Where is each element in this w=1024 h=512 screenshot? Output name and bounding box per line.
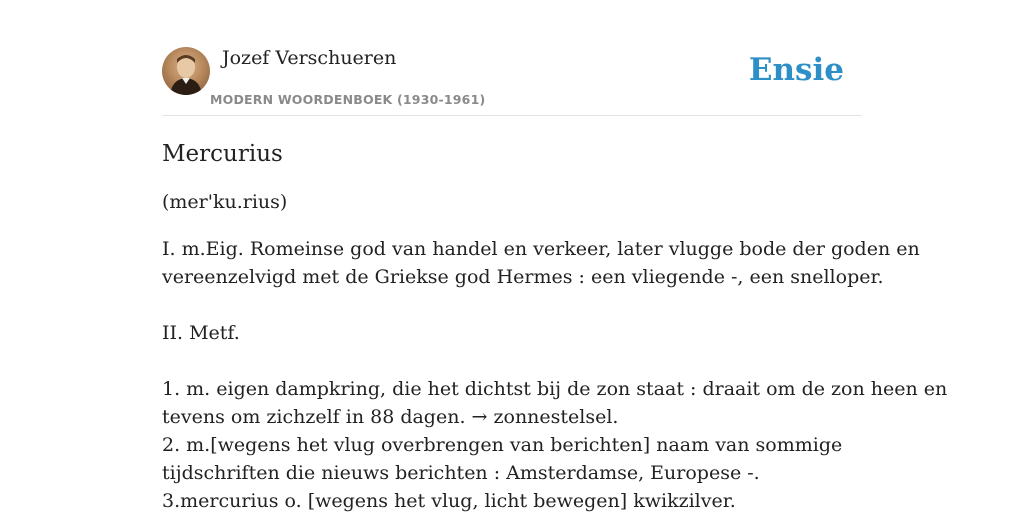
definition-line: 3.mercurius o. [wegens het vlug, licht bewegen] kwikzilver.: [162, 490, 736, 512]
author-avatar[interactable]: [162, 47, 210, 95]
entry-title: Mercurius: [162, 141, 283, 167]
definition-line: 1. m. eigen dampkring, die het dichtst bij de zon staat : draait om de zon heen en: [162, 378, 948, 400]
entry-content: [162, 138, 948, 512]
entry-header: [162, 44, 862, 116]
portrait-icon: [162, 47, 210, 95]
definition-line: II. Metf.: [162, 322, 240, 344]
definition-line: vereenzelvigd met de Griekse god Hermes : een vliegende -, een snelloper.: [162, 266, 884, 288]
blank-line: [162, 347, 862, 375]
definition-text: [162, 235, 948, 512]
definition-line: tijdschriften die nieuws berichten : Amsterdamse, Europese -.: [162, 462, 760, 484]
definition-line: 2. m.[wegens het vlug overbrengen van berichten] naam van sommige: [162, 434, 843, 456]
author-name[interactable]: Jozef Verschueren: [222, 47, 397, 69]
definition-line: I. m.Eig. Romeinse god van handel en verkeer, later vlugge bode der goden en: [162, 238, 920, 260]
source-label[interactable]: MODERN WOORDENBOEK (1930-1961): [210, 92, 486, 107]
definition-line: tevens om zichzelf in 88 dagen. → zonnestelsel.: [162, 406, 619, 428]
blank-line: [162, 291, 862, 319]
ensie-logo[interactable]: Ensie: [748, 52, 844, 88]
pronunciation: (mer'ku.rius): [162, 191, 288, 213]
